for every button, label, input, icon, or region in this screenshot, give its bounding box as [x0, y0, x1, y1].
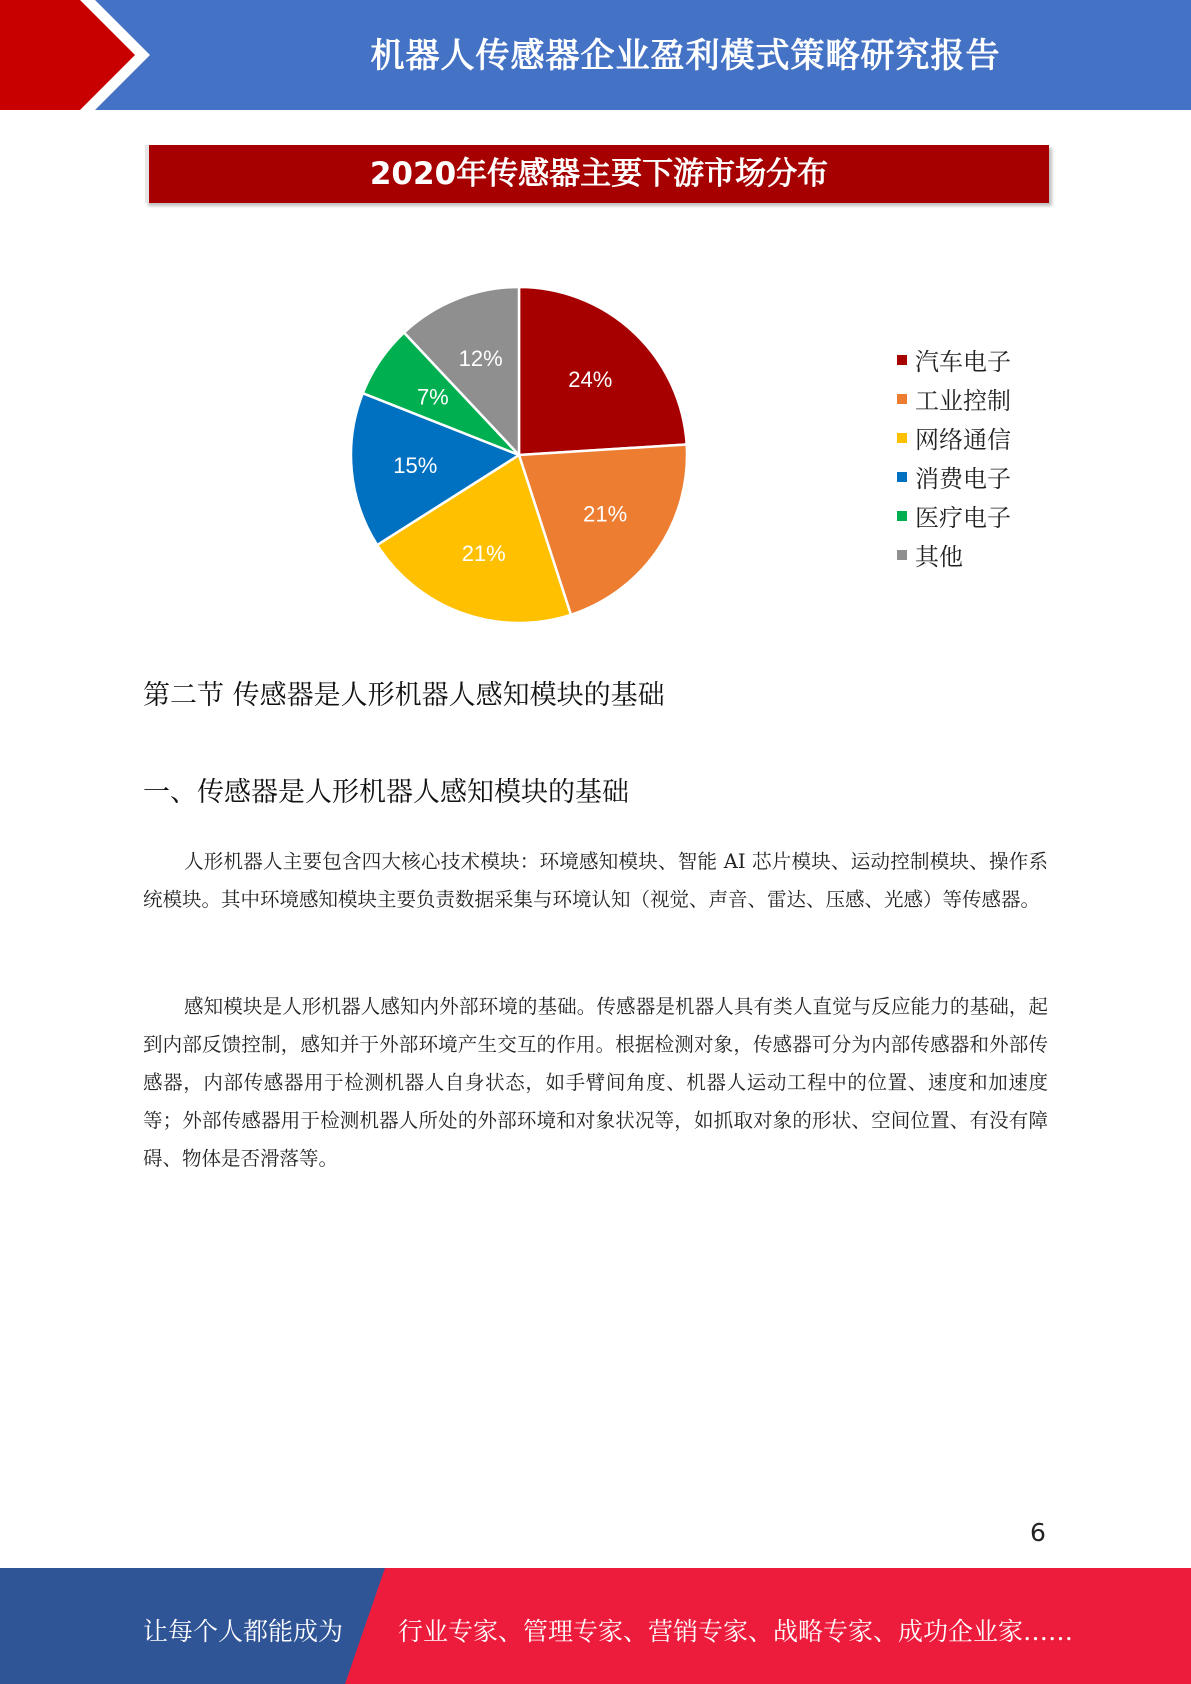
legend-swatch: [897, 511, 907, 521]
legend-label: 网络通信: [915, 426, 1011, 454]
legend-label: 消费电子: [915, 465, 1011, 493]
legend-item: [897, 496, 1011, 535]
legend-item: [897, 457, 1011, 496]
paragraph-2: 感知模块是人形机器人感知内外部环境的基础。传感器是机器人具有类人直觉与反应能力的基础，起到内部反馈控制，感知并于外部环境产生交互的作用。根据检测对象，传感器可分为内部传感器和外部传感器，内部传感器用于检测机器人自身状态，如手臂间角度、机器人运动工程中的位置、速度和加速度等；外部传感器用于检测机器人所处的外部环境和对象状况等，如抓取对象的形状、空间位置、有没有障碍、物体是否滑落等。: [143, 995, 1048, 1170]
page-footer: [0, 1568, 1191, 1684]
pie-label-1: 24%: [568, 367, 613, 393]
legend-swatch: [897, 433, 907, 443]
footer-slogan-left: 让每个人都能成为: [143, 1617, 344, 1646]
legend-item: [897, 535, 1011, 574]
section-heading: 第二节 传感器是人形机器人感知模块的基础: [143, 680, 665, 711]
legend-swatch: [897, 550, 907, 560]
chart-legend: [897, 340, 1011, 574]
legend-item: [897, 418, 1011, 457]
chart-title-banner: 2020年传感器主要下游市场分布: [145, 145, 1049, 203]
pie-chart: [0, 215, 1191, 645]
pie-label-4: 15%: [393, 452, 438, 478]
legend-item: [897, 340, 1011, 379]
legend-label: 医疗电子: [915, 504, 1011, 532]
legend-swatch: [897, 355, 907, 365]
legend-swatch: [897, 394, 907, 404]
pie-label-5: 7%: [416, 384, 449, 410]
pie-label-2: 21%: [583, 501, 628, 527]
legend-label: 汽车电子: [915, 348, 1011, 376]
report-title: 机器人传感器企业盈利模式策略研究报告: [370, 36, 1001, 76]
pie-chart-svg: [0, 215, 1191, 645]
page-number: 6: [1030, 1518, 1046, 1547]
pie-label-6: 12%: [458, 346, 503, 372]
legend-label: 工业控制: [915, 387, 1011, 415]
legend-swatch: [897, 472, 907, 482]
pie-label-3: 21%: [461, 541, 506, 567]
subsection-heading: 一、传感器是人形机器人感知模块的基础: [143, 777, 629, 808]
footer-slogan-right: 行业专家、管理专家、营销专家、战略专家、成功企业家……: [398, 1617, 1074, 1646]
legend-label: 其他: [915, 543, 963, 571]
page-header: [0, 0, 1191, 110]
legend-item: [897, 379, 1011, 418]
paragraph-1: 人形机器人主要包含四大核心技术模块：环境感知模块、智能 AI 芯片模块、运动控制模块、操作系统模块。其中环境感知模块主要负责数据采集与环境认知（视觉、声音、雷达、压感、光感）等传感器。: [143, 850, 1048, 911]
